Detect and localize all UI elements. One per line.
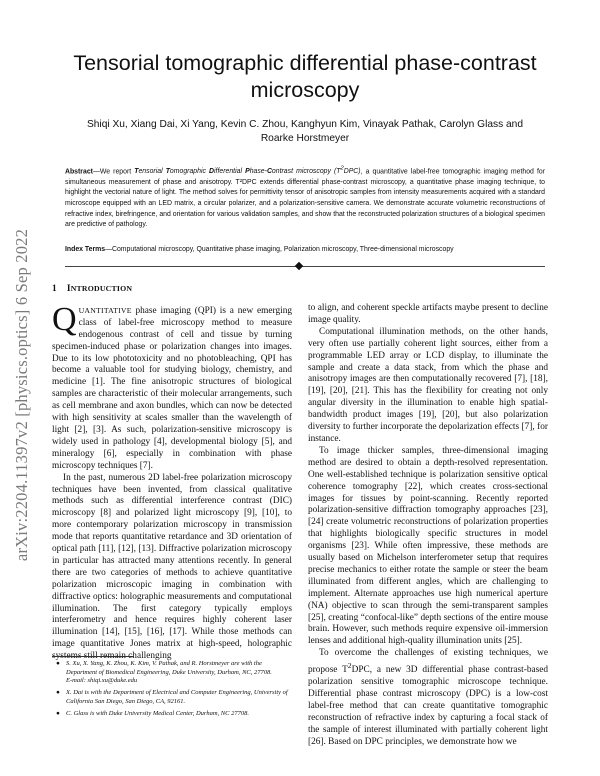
abstract xyxy=(65,164,545,231)
section-divider xyxy=(65,266,545,267)
abstract-label: Abstract xyxy=(65,168,93,176)
left-column xyxy=(52,283,292,663)
right-paragraph-4: To overcome the challenges of existing techniques, we propose $T^2DPC$, a new 3D differential phase contrast-based polarization sensitive tomographic microscope technique. Differential phase contrast microscopy (DPC) is a low-cost label-free method that can create quantitative tomographic reconstruction of refractive index by capturing a focal stack of the sample of interest illuminated with partially coherent light [26]. Based on DPC principles, we demonstrate how we xyxy=(308,648,548,747)
index-terms-text: —Computational microscopy, Quantitative phase imaging, Polarization microscopy, Three-dimensional microscopy xyxy=(105,246,454,253)
bullet-icon: ● xyxy=(56,709,60,717)
paper-title: Tensorial tomographic differential phase-contrast microscopy xyxy=(73,51,537,102)
footnote-item: ● X. Dai is with the Department of Electrical and Computer Engineering, University of California San Diego, San Diego, CA, 92161. xyxy=(56,689,288,705)
abstract-body: , a quantitative label-free tomographic imaging method for simultaneous measurement of phase and anisotropy. T²DPC extends differential phase-contrast microscopy, a quantitative phase imaging technique, to highlight the vectorial nature of light. The method solves for permittivity tensor of anisotropic samples from intensity measurements acquired with a standard microscope equipped with an LED matrix, a circular polarizer, and a polarization-sensitive camera. We demonstrate accurate volumetric reconstructions of refractive index, birefringence, and orientation for various validation samples, and show that the reconstructed polarization structures of a biological specimen are predictive of pathology. xyxy=(65,168,546,229)
right-paragraph-2: Computational illumination methods, on the other hands, very often use partially coherent light sources, either from a programmable LED array or LCD display, to illuminate the sample and create a data stack, from which the phase and anisotropy images are then computationally recovered [7], [18], [19], [20], [21]. This has the flexibility for creating not only angular diversity in the illumination to enable high spatial-bandwidth product images [19], [20], but also polarization diversity to further incorporate the depolarization effects [7], for instance. xyxy=(308,326,548,444)
right-paragraph-3: To image thicker samples, three-dimensional imaging method are desired to obtain a depth-resolved representation. One well-established technique is polarization sensitive optical coherence tomography [22], which creates cross-sectional images for tissues by point-scanning. Recently reported polarization-sensitive diffraction tomography approaches [23], [24] create volumetric reconstructions of polarization properties that highlights biologically specific structures in model organisms [23]. While often impressive, these methods are usually based on Michelson interferometer setup that requires precise mechanics to either rotate the sample or steer the beam illuminated from different angles, which are challenging to implement. Alternate approaches use high numerical aperture (NA) objective to scan through the semi-transparent samples [25], creating “confocal-like” depth sections of the entire mouse brain. However, such methods require expensive oil-immersion lenses and additional high-quality illumination units [25]. xyxy=(308,445,548,647)
footnote-email: E-mail: shiqi.xu@duke.edu xyxy=(66,677,138,685)
author-list: Shiqi Xu, Xiang Dai, Xi Yang, Kevin C. Zhou, Kanghyun Kim, Vinayak Pathak, Carolyn Glass and Roarke Horstmeyer xyxy=(86,119,524,144)
arxiv-identifier xyxy=(6,200,38,590)
bullet-icon: ● xyxy=(56,689,60,697)
divider-diamond-icon xyxy=(295,262,303,270)
right-column xyxy=(308,303,548,749)
abstract-method-name: Tensorial Tomographic Differential Phase-Contrast microscopy $(T^2DPC)$ xyxy=(134,166,361,176)
drop-cap: Q xyxy=(52,300,77,338)
intro-paragraph-1: QUANTITATIVE phase imaging (QPI) is a new emerging class of label-free microscopy method to measure endogenous contrast of cell and tissue by turning specimen-induced phase or polarization changes into images. Due to its low phototoxicity and no photobleaching, QPI has become a valuable tool for studying biology, chemistry, and medicine [1]. The fine anisotropic structures of biological samples are characteristic of their molecular arrangements, such as cell membrane and axon bundles, which can now be detected with high sensitivity at scales smaller than the wavelength of light [2], [3]. As such, polarization-sensitive microscopy is widely used in pathology [4], developmental biology [5], and mineralogy [6], especially in combination with phase microscopy techniques [7]. xyxy=(52,300,292,471)
right-paragraph-1: to align, and coherent speckle artifacts maybe present to decline image quality. xyxy=(308,303,548,325)
intro-paragraph-2: In the past, numerous 2D label-free polarization microscopy techniques have been invented, from classical qualitative methods such as differential interference contrast (DIC) microscopy [8] and polarized light microscopy [9], [10], to more contemporary polarization microscopy in transmission mode that reports quantitative retardance and 3D orientation of optical path [11], [12], [13]. Diffractive polarization microscopy in particular has attracted many attentions recently. In general there are two categories of methods to achieve quantitative polarization microscopic imaging in combination with diffractive optics: holographic measurements and computational illumination. The first category typically employs interferometry and hence requires highly coherent laser illumination [14], [15], [16], [17]. While those methods can image quantitative Jones matrix at high-speed, holographic systems still remain challenging xyxy=(52,472,292,662)
bullet-icon: ● xyxy=(56,660,60,667)
index-terms-label: Index Terms xyxy=(65,246,106,253)
section-heading-introduction: 1 INTRODUCTION xyxy=(52,284,133,294)
footnote-item: ● C. Glass is with Duke University Medical Center, Durham, NC 27708. xyxy=(56,709,249,717)
index-terms xyxy=(65,245,545,255)
abstract-pre: —We report xyxy=(92,168,135,176)
footnotes xyxy=(52,660,292,721)
arxiv-id-text: arXiv:2204.11397v2 [physics.optics] 6 Sep 2022 xyxy=(12,228,31,562)
footnote-rule xyxy=(52,656,134,657)
footnote-item: ● S. Xu, X. Yang, K. Zhou, K. Kim, V. Pathak, and R. Horstmeyer are with the Department of Biomedical Engineering, Duke University, Durham, NC, 27708. E-mail: shiqi.xu@duke.edu xyxy=(56,660,272,685)
